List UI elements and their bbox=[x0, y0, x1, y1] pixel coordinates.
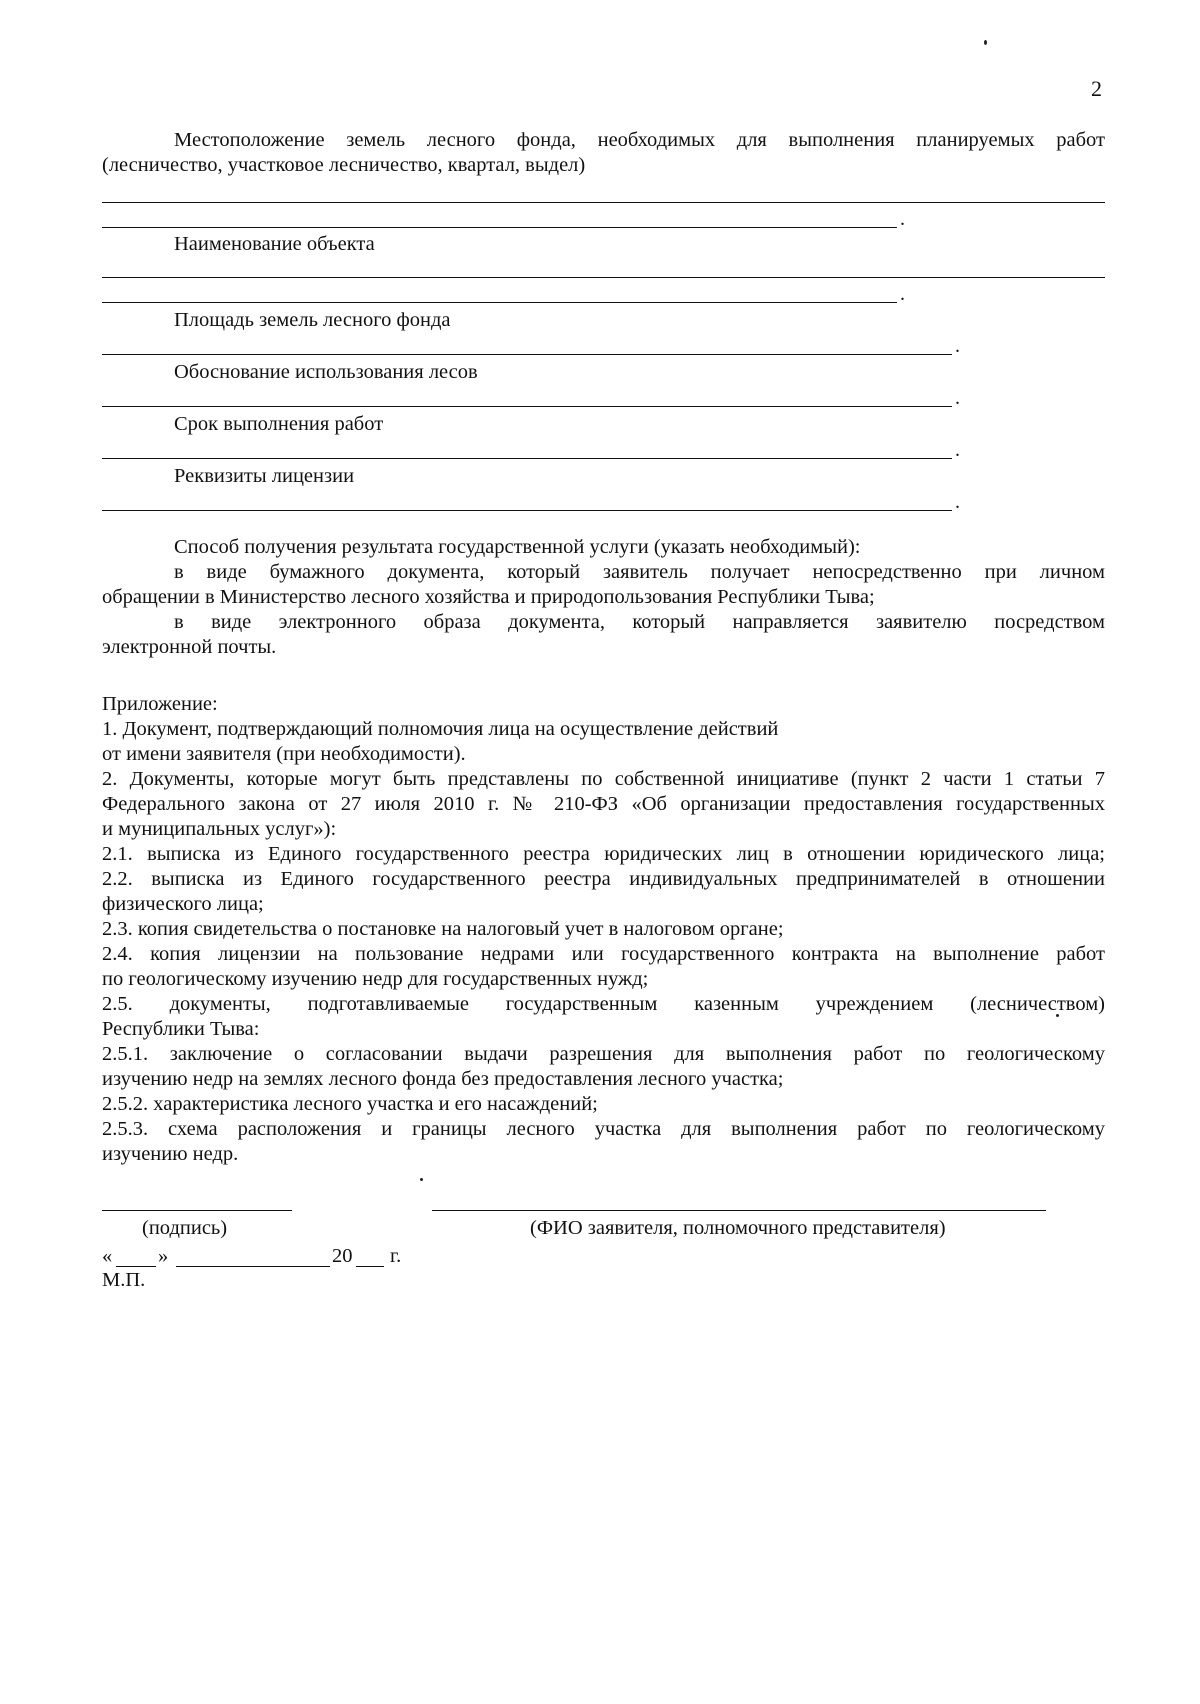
appendix-item-1-continued: от имени заявителя (при необходимости). bbox=[102, 743, 466, 765]
applicant-name-caption: (ФИО заявителя, полномочного представителя) bbox=[530, 1217, 946, 1239]
applicant-name-line[interactable] bbox=[432, 1210, 1046, 1211]
signature-caption: (подпись) bbox=[142, 1217, 228, 1239]
date-day-line[interactable] bbox=[116, 1266, 156, 1267]
appendix-item-2-5-2: 2.5.2. характеристика лесного участка и его насаждений; bbox=[102, 1093, 598, 1115]
appendix-item-2-4-continued: по геологическому изучению недр для государственных нужд; bbox=[102, 968, 649, 990]
date-open-quote: « bbox=[102, 1245, 113, 1267]
deadline-label: Срок выполнения работ bbox=[174, 413, 384, 435]
signature-block bbox=[102, 1210, 1105, 1320]
method-option-paper-continued: обращении в Министерство лесного хозяйства и природопользования Республики Тыва; bbox=[102, 586, 875, 608]
appendix-section bbox=[102, 692, 1105, 1167]
date-year-line[interactable] bbox=[356, 1266, 384, 1267]
date-close-quote: » bbox=[158, 1245, 169, 1267]
application-fields bbox=[102, 128, 1105, 511]
appendix-item-2-5-3-continued: изучению недр. bbox=[102, 1143, 239, 1165]
result-method-section bbox=[102, 535, 1105, 660]
appendix-item-2-continued: Федерального закона от 27 июля 2010 г. № 210-ФЗ «Об организации предоставления государственных bbox=[102, 793, 1105, 815]
appendix-item-2-5-continued: Республики Тыва: bbox=[102, 1018, 260, 1040]
deadline-fill-line[interactable] bbox=[102, 458, 952, 459]
object-name-fill-line-2[interactable] bbox=[102, 302, 897, 303]
location-fill-line-2[interactable] bbox=[102, 227, 897, 228]
justification-fill-line[interactable] bbox=[102, 406, 952, 407]
date-year-suffix: г. bbox=[390, 1245, 402, 1267]
appendix-item-2: 2. Документы, которые могут быть представлены по собственной инициативе (пункт 2 части 1 статьи 7 bbox=[102, 768, 1105, 790]
document-page bbox=[102, 0, 1105, 1704]
appendix-item-2-5-1-continued: изучению недр на землях лесного фонда без предоставления лесного участка; bbox=[102, 1068, 784, 1090]
appendix-title: Приложение: bbox=[102, 693, 218, 715]
date-month-line[interactable] bbox=[176, 1266, 330, 1267]
scan-speck bbox=[984, 40, 987, 45]
method-option-electronic-continued: электронной почты. bbox=[102, 636, 277, 658]
justification-label: Обоснование использования лесов bbox=[174, 361, 478, 383]
area-fill-line[interactable] bbox=[102, 354, 952, 355]
scan-speck bbox=[420, 1178, 423, 1181]
appendix-item-1: 1. Документ, подтверждающий полномочия лица на осуществление действий bbox=[102, 718, 779, 740]
license-fill-line[interactable] bbox=[102, 510, 952, 511]
appendix-item-2-5-3: 2.5.3. схема расположения и границы лесного участка для выполнения работ по геологическому bbox=[102, 1118, 1105, 1140]
appendix-item-2-2: 2.2. выписка из Единого государственного реестра индивидуальных предпринимателей в отношении bbox=[102, 868, 1105, 890]
location-label: Местоположение земель лесного фонда, необходимых для выполнения планируемых работ bbox=[174, 129, 1105, 151]
page-number: 2 bbox=[1091, 76, 1102, 101]
appendix-item-2-4: 2.4. копия лицензии на пользование недрами или государственного контракта на выполнение работ bbox=[102, 943, 1105, 965]
license-label: Реквизиты лицензии bbox=[174, 465, 355, 487]
appendix-item-2-3: 2.3. копия свидетельства о постановке на налоговый учет в налоговом органе; bbox=[102, 918, 784, 940]
object-name-label: Наименование объекта bbox=[174, 233, 375, 255]
date-year-prefix: 20 bbox=[332, 1245, 353, 1267]
signature-line[interactable] bbox=[102, 1210, 292, 1211]
location-fill-line-1[interactable] bbox=[102, 202, 1105, 203]
seal-placeholder: М.П. bbox=[102, 1269, 146, 1291]
method-heading: Способ получения результата государственной услуги (указать необходимый): bbox=[174, 536, 861, 558]
appendix-item-2-1: 2.1. выписка из Единого государственного реестра юридических лиц в отношении юридического лица; bbox=[102, 843, 1105, 865]
area-label: Площадь земель лесного фонда bbox=[174, 309, 451, 331]
method-option-paper: в виде бумажного документа, который заявитель получает непосредственно при личном bbox=[174, 561, 1105, 583]
appendix-item-2-2-continued: физического лица; bbox=[102, 893, 264, 915]
method-option-electronic: в виде электронного образа документа, который направляется заявителю посредством bbox=[174, 611, 1105, 633]
object-name-fill-line-1[interactable] bbox=[102, 277, 1105, 278]
location-label-continued: (лесничество, участковое лесничество, квартал, выдел) bbox=[102, 154, 586, 176]
appendix-item-2-end: и муниципальных услуг»): bbox=[102, 818, 337, 840]
appendix-item-2-5-1: 2.5.1. заключение о согласовании выдачи разрешения для выполнения работ по геологическому bbox=[102, 1043, 1105, 1065]
appendix-item-2-5: 2.5. документы, подготавливаемые государственным казенным учреждением (лесничеством) bbox=[102, 993, 1105, 1015]
